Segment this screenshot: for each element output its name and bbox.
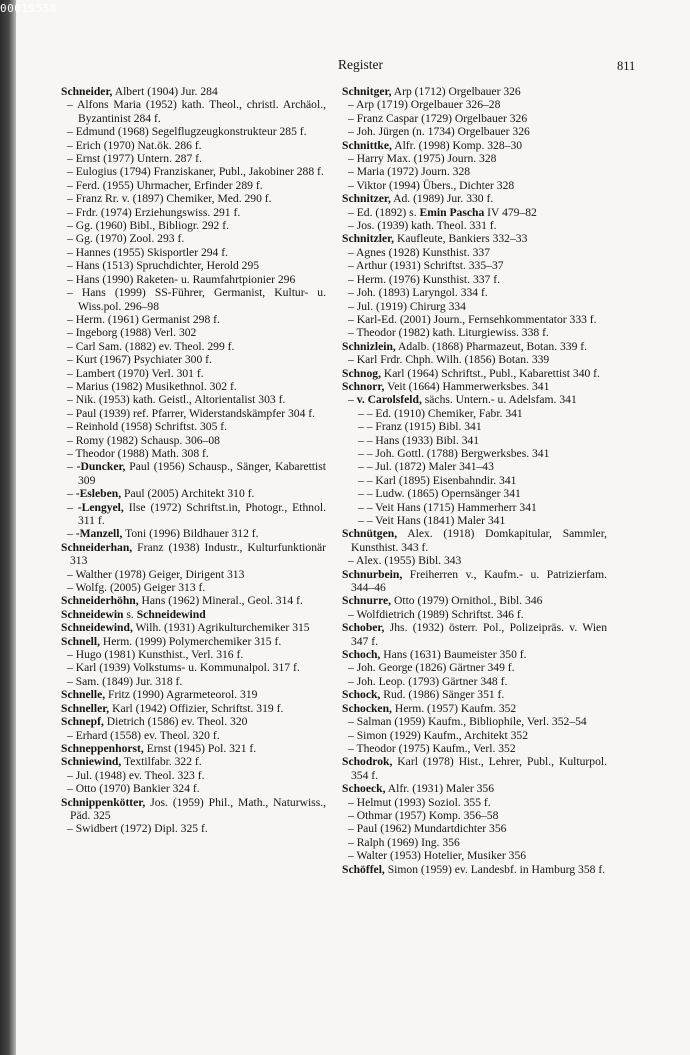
entry-text: – Wolfdietrich (1989) Schriftst. 346 f.: [348, 607, 524, 621]
index-entry: [342, 688, 607, 701]
index-entry: [342, 125, 607, 138]
index-entry: [61, 661, 326, 674]
entry-text: – Karl (1939) Volkstums- u. Kommunalpol. 317 f.: [67, 661, 300, 675]
index-entry: [342, 809, 607, 822]
index-entry: [61, 648, 326, 661]
entry-text: – Maria (1972) Journ. 328: [348, 165, 471, 179]
index-entry: [61, 165, 326, 178]
entry-cross-ref: Emin Pascha: [419, 205, 485, 219]
index-entry: [61, 581, 326, 594]
entry-text: – Hannes (1955) Skisportler 294 f.: [67, 245, 228, 259]
index-entry: [61, 246, 326, 259]
index-entry: [61, 286, 326, 313]
index-entry: [342, 594, 607, 607]
running-head: Register: [338, 57, 383, 72]
scan-edge-shadow: [0, 0, 16, 1055]
index-column-left: [61, 85, 326, 836]
entry-text: – Joh. George (1826) Gärtner 349 f.: [348, 661, 515, 675]
index-entry: [61, 273, 326, 286]
entry-text: Herm. (1999) Polymerchemiker 315 f.: [99, 634, 282, 648]
entry-name: Schock,: [342, 688, 381, 702]
entry-text: – Harry Max. (1975) Journ. 328: [348, 152, 497, 166]
index-entry: [61, 98, 326, 125]
index-entry: [61, 340, 326, 353]
index-entry: [61, 353, 326, 366]
entry-text: – Hans (1990) Raketen- u. Raumfahrtpionier 296: [67, 272, 296, 286]
entry-text: – Salman (1959) Kaufm., Bibliophile, Verl. 352–54: [348, 715, 587, 729]
index-entry: [342, 85, 607, 98]
index-entry: [342, 152, 607, 165]
entry-text: – Nik. (1953) kath. Geistl., Altorientalist 303 f.: [67, 393, 286, 407]
entry-text: Paul (1956) Schausp., Sänger, Kabarettist 309: [78, 460, 326, 487]
index-entry: [342, 447, 607, 460]
index-entry: [61, 139, 326, 152]
entry-name: Schnizlein,: [342, 339, 396, 353]
entry-dash: –: [67, 460, 77, 474]
entry-text: – Reinhold (1958) Schriftst. 305 f.: [67, 420, 228, 434]
index-entry: [342, 286, 607, 299]
page-number: 811: [617, 59, 636, 73]
entry-name: Schneider,: [61, 85, 113, 98]
index-entry: [342, 98, 607, 111]
index-entry: [61, 259, 326, 272]
entry-text: – – Joh. Gottl. (1788) Bergwerksbes. 341: [358, 446, 550, 460]
index-entry: [342, 165, 607, 178]
index-entry: [342, 501, 607, 514]
index-entry: [342, 259, 607, 272]
entry-text: – Theodor (1988) Math. 308 f.: [67, 446, 209, 460]
index-entry: [342, 139, 607, 152]
index-entry: [342, 232, 607, 245]
index-entry: [61, 635, 326, 648]
index-entry: [61, 420, 326, 433]
index-entry: [342, 474, 607, 487]
entry-text: Simon (1959) ev. Landesbf. in Hamburg 358 f.: [384, 862, 606, 876]
entry-text: – Jul. (1948) ev. Theol. 323 f.: [67, 768, 205, 782]
entry-name: Schneller,: [61, 701, 110, 715]
index-entry: [342, 300, 607, 313]
index-entry: [61, 527, 326, 540]
index-entry: [61, 206, 326, 219]
index-entry: [342, 206, 607, 219]
entry-text: – – Jul. (1872) Maler 341–43: [358, 460, 494, 474]
index-entry: [61, 219, 326, 232]
entry-name: Schocken,: [342, 701, 392, 715]
index-entry: [342, 702, 607, 715]
entry-name: Schneiderhan,: [61, 540, 133, 554]
entry-name: v. Carolsfeld,: [356, 393, 422, 407]
entry-name: Schnepf,: [61, 715, 104, 729]
index-entry: [61, 796, 326, 823]
entry-name: Schnog,: [342, 366, 381, 380]
index-entry: [342, 179, 607, 192]
entry-text: – Jul. (1919) Chirurg 334: [348, 299, 466, 313]
index-entry: [342, 340, 607, 353]
entry-name: Schnitzer,: [342, 192, 391, 206]
index-entry: [61, 688, 326, 701]
index-entry: [61, 608, 326, 621]
entry-name: Schnitzler,: [342, 232, 395, 246]
index-entry: [61, 822, 326, 835]
index-entry: [342, 420, 607, 433]
index-entry: [61, 568, 326, 581]
entry-text: s.: [123, 607, 137, 621]
index-entry: [342, 192, 607, 205]
index-entry: [61, 407, 326, 420]
entry-text: Fritz (1990) Agrarmeteorol. 319: [105, 688, 258, 702]
entry-text: – Edmund (1968) Segelflugzeugkonstrukteur 285 f.: [67, 125, 307, 139]
index-entry: [342, 434, 607, 447]
entry-text: – Paul (1939) ref. Pfarrer, Widerstandskämpfer 304 f.: [67, 406, 316, 420]
entry-text: – Simon (1929) Kaufm., Architekt 352: [348, 728, 529, 742]
entry-text: – Arthur (1931) Schriftst. 335–37: [348, 259, 504, 273]
entry-text: Otto (1979) Ornithol., Bibl. 346: [391, 594, 543, 608]
index-entry: [342, 326, 607, 339]
entry-text: – Lambert (1970) Verl. 301 f.: [67, 366, 204, 380]
entry-text: – Hugo (1981) Kunsthist., Verl. 316 f.: [67, 648, 244, 662]
entry-name: Schnittke,: [342, 138, 392, 152]
entry-text: – Alfons Maria (1952) kath. Theol., christl. Archäol., Byzantinist 284 f.: [67, 98, 326, 125]
entry-text: Toni (1996) Bildhauer 312 f.: [122, 527, 259, 541]
index-entry: [61, 192, 326, 205]
entry-text: Alfr. (1931) Maler 356: [385, 782, 494, 796]
entry-text: – Theodor (1982) kath. Liturgiewiss. 338 f.: [348, 326, 549, 340]
entry-text: – Gg. (1970) Zool. 293 f.: [67, 232, 185, 246]
entry-text: Rud. (1986) Sänger 351 f.: [380, 688, 505, 702]
entry-text: Freiherren v., Kaufm.- u. Patrizierfam. 344–46: [351, 567, 607, 595]
entry-text: – Erich (1970) Nat.ök. 286 f.: [67, 138, 202, 152]
index-entry: [61, 232, 326, 245]
entry-name: Schnell,: [61, 634, 100, 648]
entry-dash: –: [348, 393, 357, 407]
entry-text: – Agnes (1928) Kunsthist. 337: [348, 245, 491, 259]
entry-text: – Wolfg. (2005) Geiger 313 f.: [67, 581, 206, 595]
index-entry: [61, 179, 326, 192]
index-entry: [342, 112, 607, 125]
index-entry: [342, 554, 607, 567]
entry-text: – – Ed. (1910) Chemiker, Fabr. 341: [358, 406, 523, 420]
entry-name: -Duncker,: [76, 460, 126, 474]
entry-text: Jos. (1959) Phil., Math., Naturwiss., Päd. 325: [70, 795, 326, 822]
entry-text: Karl (1964) Schriftst., Publ., Kabarettist 340 f.: [380, 366, 600, 380]
entry-text: Textilfabr. 322 f.: [121, 755, 202, 769]
entry-dash: –: [67, 527, 76, 541]
scan-id: 00019558: [0, 2, 57, 15]
entry-text: Ad. (1989) Jur. 330 f.: [390, 192, 494, 206]
index-entry: [61, 621, 326, 634]
index-entry: [61, 501, 326, 528]
index-entry: [342, 367, 607, 380]
entry-name: -Manzell,: [75, 527, 123, 541]
entry-text: – Hans (1513) Spruchdichter, Herold 295: [67, 259, 260, 273]
index-entry: [61, 125, 326, 138]
entry-text: – Eulogius (1794) Franziskaner, Publ., Jakobiner 288 f.: [67, 165, 324, 179]
index-entry: [342, 782, 607, 795]
index-entry: [342, 836, 607, 849]
entry-text: – Theodor (1975) Kaufm., Verl. 352: [348, 741, 516, 755]
entry-text: Paul (2005) Architekt 310 f.: [121, 487, 255, 501]
entry-text: Veit (1664) Hammerwerksbes. 341: [384, 379, 550, 393]
entry-name: Schnitger,: [342, 85, 392, 98]
entry-text: – Erhard (1558) ev. Theol. 320 f.: [67, 728, 220, 742]
entry-text: – – Veit Hans (1841) Maler 341: [358, 514, 506, 527]
entry-text: – – Franz (1915) Bibl. 341: [358, 420, 482, 434]
entry-text: – Ralph (1969) Ing. 356: [348, 835, 460, 849]
entry-text: Wilh. (1931) Agrikulturchemiker 315: [132, 621, 310, 635]
entry-name: Schniewind,: [61, 755, 122, 769]
entry-text: – Sam. (1849) Jur. 318 f.: [67, 674, 183, 688]
index-entry: [61, 729, 326, 742]
entry-text: – Hans (1999) SS-Führer, Germanist, Kultur- u. Wiss.pol. 296–98: [67, 286, 326, 313]
index-entry: [342, 608, 607, 621]
entry-text: – Gg. (1960) Bibl., Bibliogr. 292 f.: [67, 219, 229, 233]
index-entry: [61, 755, 326, 768]
entry-text: – – Karl (1895) Eisenbahndir. 341: [358, 473, 517, 487]
entry-text: Adalb. (1868) Pharmazeut, Botan. 339 f.: [395, 339, 588, 353]
index-entry: [61, 313, 326, 326]
index-entry: [342, 514, 607, 527]
entry-text: Herm. (1957) Kaufm. 352: [391, 701, 517, 715]
index-entry: [342, 661, 607, 674]
index-entry: [342, 621, 607, 648]
index-entry: [342, 863, 607, 876]
entry-text: Ilse (1972) Schriftst.in, Photogr., Ethnol. 311 f.: [78, 500, 326, 527]
index-entry: [61, 782, 326, 795]
index-entry: [61, 541, 326, 568]
index-entry: [61, 675, 326, 688]
index-entry: [61, 742, 326, 755]
entry-text: sächs. Untern.- u. Adelsfam. 341: [421, 393, 577, 407]
index-column-right: [342, 85, 607, 876]
entry-text: Alfr. (1998) Komp. 328–30: [391, 138, 523, 152]
entry-text: – Arp (1719) Orgelbauer 326–28: [348, 98, 501, 112]
entry-name: Schneppenhorst,: [61, 741, 144, 755]
entry-dash: –: [67, 487, 76, 501]
entry-text: – Franz Rr. v. (1897) Chemiker, Med. 290 f.: [67, 192, 272, 206]
entry-text: Alex. (1918) Domkapitular, Sammler, Kunsthist. 343 f.: [351, 527, 607, 554]
index-entry: [61, 487, 326, 500]
entry-text: Hans (1962) Mineral., Geol. 314 f.: [138, 594, 303, 608]
entry-text: – Walther (1978) Geiger, Dirigent 313: [67, 567, 245, 581]
entry-text: – Kurt (1967) Psychiater 300 f.: [67, 353, 212, 367]
entry-text: Dietrich (1586) ev. Theol. 320: [103, 715, 248, 729]
index-entry: [342, 487, 607, 500]
entry-name: Schöffel,: [342, 862, 385, 876]
index-entry: [61, 447, 326, 460]
entry-text: – Joh. Jürgen (n. 1734) Orgelbauer 326: [348, 125, 530, 139]
index-entry: [61, 460, 326, 487]
entry-text: Jhs. (1932) österr. Pol., Polizeipräs. v. Wien 347 f.: [351, 621, 607, 648]
entry-text: – Karl-Ed. (2001) Journ., Fernsehkommentator 333 f.: [348, 312, 597, 326]
entry-text: – Joh. (1893) Laryngol. 334 f.: [348, 286, 488, 300]
entry-text: Hans (1631) Baumeister 350 f.: [380, 648, 527, 662]
index-entry: [342, 273, 607, 286]
index-entry: [61, 434, 326, 447]
index-entry: [61, 85, 326, 98]
index-entry: [342, 527, 607, 554]
index-entry: [342, 380, 607, 393]
entry-name: Schneidewind,: [61, 621, 133, 635]
entry-text: – Othmar (1957) Komp. 356–58: [348, 808, 499, 822]
index-entry: [342, 729, 607, 742]
index-entry: [61, 326, 326, 339]
entry-text: – Joh. Leop. (1793) Gärtner 348 f.: [348, 674, 508, 688]
index-entry: [342, 648, 607, 661]
index-entry: [342, 568, 607, 595]
entry-text: – – Ludw. (1865) Opernsänger 341: [358, 487, 521, 501]
index-entry: [61, 152, 326, 165]
entry-text: Ernst (1945) Pol. 321 f.: [143, 741, 257, 755]
entry-text: – Paul (1962) Mundartdichter 356: [348, 822, 507, 836]
entry-text: Franz (1938) Industr., Kulturfunktionär 313: [70, 540, 326, 568]
entry-text: Karl (1942) Offizier, Schriftst. 319 f.: [109, 701, 284, 715]
index-entry: [61, 702, 326, 715]
entry-text: – Marius (1982) Musikethnol. 302 f.: [67, 379, 237, 393]
index-entry: [342, 353, 607, 366]
entry-text: – Ernst (1977) Untern. 287 f.: [67, 152, 202, 166]
index-entry: [342, 407, 607, 420]
index-entry: [342, 742, 607, 755]
entry-text: – Franz Caspar (1729) Orgelbauer 326: [348, 111, 528, 125]
index-entry: [342, 246, 607, 259]
entry-dash: –: [67, 500, 78, 514]
entry-text: – Walter (1953) Hotelier, Musiker 356: [348, 849, 527, 863]
entry-text: Karl (1978) Hist., Lehrer, Publ., Kulturpol. 354 f.: [351, 755, 607, 782]
entry-text: – Ed. (1892) s.: [348, 205, 420, 219]
entry-text: – Herm. (1976) Kunsthist. 337 f.: [348, 272, 500, 286]
entry-text: – Ingeborg (1988) Verl. 302: [67, 326, 197, 340]
index-entry: [61, 769, 326, 782]
index-entry: [342, 849, 607, 862]
entry-name: Schnurbein,: [342, 567, 403, 581]
entry-text: – Jos. (1939) kath. Theol. 331 f.: [348, 219, 497, 233]
entry-text: – Alex. (1955) Bibl. 343: [348, 554, 462, 568]
index-entry: [342, 755, 607, 782]
entry-text: – – Veit Hans (1715) Hammerherr 341: [358, 500, 537, 514]
entry-text: – Frdr. (1974) Erziehungswiss. 291 f.: [67, 205, 241, 219]
entry-name: -Lengyel,: [77, 500, 124, 514]
entry-text: – Karl Frdr. Chph. Wilh. (1856) Botan. 339: [348, 353, 550, 367]
entry-name: Schneidewin: [61, 607, 124, 621]
entry-text: – Swidbert (1972) Dipl. 325 f.: [67, 822, 208, 836]
index-entry: [342, 675, 607, 688]
entry-name: Schoch,: [342, 648, 381, 662]
index-entry: [61, 393, 326, 406]
entry-name: Schodrok,: [342, 755, 393, 769]
entry-name: Schnurre,: [342, 594, 392, 608]
entry-text: – Carl Sam. (1882) ev. Theol. 299 f.: [67, 339, 235, 353]
entry-text: – Romy (1982) Schausp. 306–08: [67, 433, 220, 447]
entry-name: Schnelle,: [61, 688, 106, 702]
index-entry: [342, 393, 607, 406]
entry-text: Albert (1904) Jur. 284: [112, 85, 218, 98]
entry-name: Schnippenkötter,: [61, 795, 146, 809]
entry-name: Schober,: [342, 621, 385, 635]
entry-name: Schoeck,: [342, 782, 386, 796]
index-entry: [342, 715, 607, 728]
index-entry: [61, 594, 326, 607]
entry-name: Schnorr,: [342, 379, 385, 393]
entry-name: -Esleben,: [75, 487, 122, 501]
index-entry: [342, 822, 607, 835]
index-entry: [61, 367, 326, 380]
entry-text-tail: IV 479–82: [484, 205, 537, 219]
entry-name: Schneiderhöhn,: [61, 594, 139, 608]
entry-text: – – Hans (1933) Bibl. 341: [358, 433, 480, 447]
entry-cross-ref: Schneidewind: [136, 607, 206, 621]
entry-text: Arp (1712) Orgelbauer 326: [391, 85, 521, 98]
entry-text: – Viktor (1994) Übers., Dichter 328: [348, 178, 515, 192]
index-entry: [61, 715, 326, 728]
index-entry: [61, 380, 326, 393]
index-entry: [342, 219, 607, 232]
entry-text: – Herm. (1961) Germanist 298 f.: [67, 312, 220, 326]
entry-text: – Otto (1970) Bankier 324 f.: [67, 782, 200, 796]
entry-text: Kaufleute, Bankiers 332–33: [394, 232, 528, 246]
index-entry: [342, 796, 607, 809]
entry-name: Schnütgen,: [342, 527, 398, 541]
index-entry: [342, 460, 607, 473]
entry-text: – Ferd. (1955) Uhrmacher, Erfinder 289 f.: [67, 178, 263, 192]
entry-text: – Helmut (1993) Soziol. 355 f.: [348, 795, 491, 809]
index-entry: [342, 313, 607, 326]
